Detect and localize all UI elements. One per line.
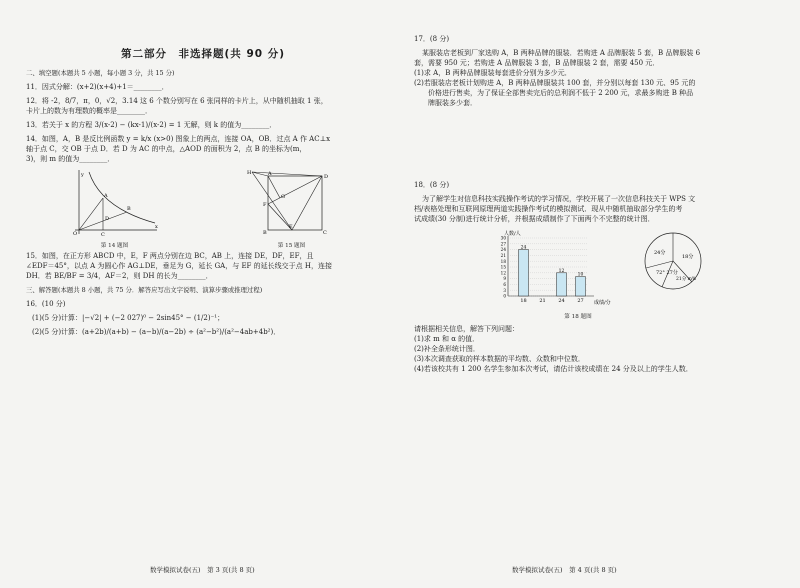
y-tick-label: 3 [503, 287, 506, 293]
fig15-label-g: G [281, 194, 285, 200]
fig15-label-h: H [247, 170, 252, 176]
question-17-part2-line3: 牌服装多少套． [428, 99, 477, 107]
question-18-part3: (3)本次调查获取的样本数据的平均数、众数和中位数． [414, 355, 585, 363]
question-15-line3: DH．若 BE/BF = 3/4，AF＝2，则 DH 的长为________． [26, 272, 213, 280]
question-14-line3: 3)，则 m 的值为________． [26, 155, 115, 163]
fig14-label-x: x [155, 224, 158, 230]
question-11: 11．因式分解：(x+2)(x+4)+1＝________． [26, 83, 169, 91]
question-17-part2-line1: (2)若服装店老板计划购进 A，B 两种品牌服装共 100 套，并分别以每套 130 元、95 元的 [414, 79, 696, 87]
figure-15-svg [244, 168, 339, 236]
question-18: 18．(8 分) [414, 181, 450, 189]
figure-15-caption: 第 15 题图 [277, 243, 306, 249]
question-17-part1: (1)求 A，B 两种品牌服装每套进价分别为多少元． [414, 69, 572, 77]
y-tick-label: 6 [503, 282, 506, 287]
right-footer: 数学模拟试卷(五) 第 4 页(共 8 页) [512, 566, 617, 574]
figure-row [26, 168, 380, 249]
figure-15 [244, 168, 339, 249]
fig15-label-e: E [289, 224, 293, 230]
section-title: 第二部分 非选择题(共 90 分) [120, 48, 286, 60]
question-18-part1: (1)求 m 和 α 的值． [414, 335, 480, 343]
question-17-line2: 套，需要 950 元；若购进 A 品牌服装 3 套，B 品牌服装 2 套，需要 450 元． [414, 59, 660, 67]
figure-18-row [414, 228, 782, 310]
bar-value-label: 24 [520, 245, 527, 251]
question-16: 16．(10 分) [26, 300, 66, 308]
fig15-label-b: B [263, 230, 267, 236]
fig14-label-c: C [101, 232, 105, 236]
question-18-part4: (4)若该校共有 1 200 名学生参加本次考试，请估计该校成绩在 24 分及以上的学生人数． [414, 365, 693, 373]
fill-in-header: 二、填空题(本题共 5 小题，每小题 3 分，共 15 分) [26, 69, 175, 77]
figure-14-caption: 第 14 题图 [100, 243, 129, 249]
bar-value-label: 12 [558, 268, 565, 274]
fig15-label-d: D [324, 174, 329, 180]
x-tick-label: 24 [558, 298, 565, 304]
bar-chart-ylabel: 人数/人 [504, 231, 521, 237]
solve-header: 三、解答题(本题共 8 小题，共 75 分．解答应写出文字说明、演算步骤或推理过程) [26, 286, 263, 294]
bar [576, 277, 586, 296]
pie-label-18: 18分 [682, 254, 694, 260]
y-tick-label: 15 [500, 264, 506, 270]
pie-chart [640, 228, 706, 294]
figure-14-svg [67, 168, 162, 236]
question-18-line2: 档/表格处理和互联网原理两道实践操作考试的模拟测试．现从中随机抽取部分学生的考 [414, 205, 683, 213]
question-18-prompt: 请根据相关信息，解答下列问题： [414, 325, 519, 333]
y-tick-label: 18 [500, 258, 506, 264]
bar [557, 273, 567, 296]
pie-label-21: 21分 m% [676, 277, 697, 282]
question-12-line2: 卡片上的数为有理数的概率是________． [26, 107, 152, 115]
fig14-label-o: O [73, 231, 78, 236]
bar-chart-xlabel: 成绩/分 [594, 300, 611, 306]
question-17-line1: 某服装店老板到厂家选购 A，B 两种品牌的服装．若购进 A 品牌服装 5 套，B 品牌服装 6 [422, 49, 701, 57]
question-17-part2-line2: 价格进行售卖，为了保证全部售卖完后的总利润不低于 2 200 元，求最多购进 B 种品 [428, 89, 694, 97]
y-tick-label: 27 [500, 241, 506, 247]
fig15-label-c: C [323, 230, 327, 236]
question-18-line3: 试成绩(30 分制)进行统计分析，并根据成绩制作了下面两个不完整的统计图． [414, 215, 655, 223]
fig14-label-a: A [104, 193, 108, 199]
x-tick-label: 21 [539, 298, 546, 304]
bar-value-label: 10 [577, 272, 584, 278]
question-15-line2: ∠EDF＝45°，以点 A 为圆心作 AG⊥DE，垂足为 G，延长 GA，与 EF 的延长线交于点 H，连接 [26, 262, 332, 270]
y-tick-label: 30 [500, 235, 506, 241]
fig15-label-f: F [263, 202, 267, 208]
figure-14 [67, 168, 162, 249]
fig15-label-a: A [268, 171, 272, 177]
y-tick-label: 24 [500, 247, 506, 253]
fig14-label-b: B [127, 206, 131, 212]
question-15-line1: 15．如图，在正方形 ABCD 中，E，F 两点分别在边 BC，AB 上，连接 DE，DF，EF，且 [26, 252, 314, 260]
y-tick-label: 12 [500, 270, 506, 276]
x-tick-label: 18 [520, 298, 527, 304]
bar [519, 250, 529, 296]
question-14-line2: 轴于点 C，交 OB 于点 D．若 D 为 AC 的中点，△AOD 的面积为 2，点 B 的坐标为(m， [26, 145, 307, 153]
question-16-part1: (1)(5 分)计算：|−√2| + (−2 027)⁰ − 2sin45° − (1/2)⁻¹； [32, 314, 225, 322]
fig14-label-y: y [81, 172, 84, 178]
question-18-line1: 为了解学生对信息科技实践操作考试的学习情况，学校开展了一次信息科技关于 WPS 文 [422, 195, 696, 203]
pie-divider [646, 261, 673, 268]
left-footer: 数学模拟试卷(五) 第 3 页(共 8 页) [150, 566, 255, 574]
pie-label-27: 72° 27分 [656, 270, 678, 276]
fig14-label-d: D [105, 216, 110, 222]
question-14-line1: 14．如图，A，B 是反比例函数 y = k/x (x>0) 图象上的两点，连接 OA，OB．过点 A 作 AC⊥x [26, 135, 331, 143]
y-tick-label: 0 [503, 293, 506, 299]
question-12-line1: 12．将 -2，8/7，π，0，√2，3.14 这 6 个数分别写在 6 张同样的卡片上，从中随机抽取 1 张， [26, 97, 328, 105]
pie-label-24: 24分 [654, 250, 666, 256]
y-tick-label: 21 [500, 253, 506, 258]
x-tick-label: 27 [577, 298, 584, 304]
question-17: 17．(8 分) [414, 35, 450, 43]
question-13: 13．若关于 x 的方程 3/(x-2) − (kx-1)/(x-2) = 1 无解，则 k 的值为________． [26, 121, 277, 129]
question-18-part2: (2)补全条形统计图． [414, 345, 480, 353]
question-16-part2: (2)(5 分)计算：(a+2b)/(a+b) − (a−b)/(a−2b) ÷ (a²−b²)/(a²−4ab+4b²)． [32, 328, 281, 336]
bar-chart [490, 228, 620, 310]
y-tick-label: 9 [503, 276, 506, 282]
figure-18-caption: 第 18 题图 [564, 314, 592, 320]
right-page [400, 0, 800, 588]
